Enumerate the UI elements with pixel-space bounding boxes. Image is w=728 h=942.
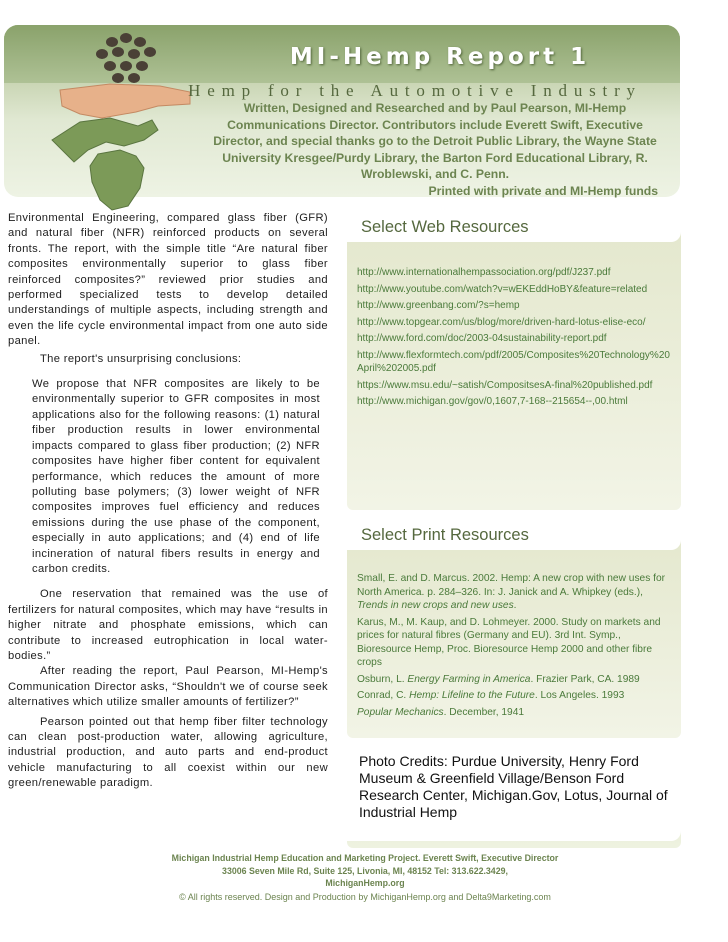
print-resources-title: Select Print Resources	[361, 526, 529, 544]
header-artwork	[40, 22, 200, 212]
web-link[interactable]: http://www.topgear.com/us/blog/more/driven-hard-lotus-elise-eco/	[357, 316, 646, 328]
print-citation	[357, 572, 675, 613]
michigan-map-icon	[52, 118, 158, 210]
hemp-seeds-icon	[96, 33, 156, 83]
credits-text: Written, Designed and Researched and by Paul Pearson, MI-Hemp Communications Director. Contributors include Everett Swift, Executive Director, and special thanks go to the Detroit Public Library, the Wayne State University Kresgee/Purdy Library, the Barton Ford Educational Library, R. Wroblewski, and C. Penn.	[213, 101, 657, 181]
citation-title: Energy Farming in America	[407, 673, 531, 685]
article-body	[8, 211, 328, 792]
citation-text: . Frazier Park, CA. 1989	[530, 673, 640, 685]
print-citation	[357, 706, 675, 720]
web-link[interactable]: http://www.flexformtech.com/pdf/2005/Composites%20Technology%20April%202005.pdf	[357, 349, 670, 374]
web-resources-card	[347, 210, 681, 510]
web-resources-header	[347, 210, 681, 242]
footer-line: Michigan Industrial Hemp Education and Marketing Project. Everett Swift, Executive Director	[171, 853, 559, 863]
hand-icon	[60, 84, 190, 118]
citation-text: Karus, M., M. Kaup, and D. Lohmeyer. 2000. Study on markets and prices for natural fibres (Germany and EU). 3rd Int. Symp., Bioresource Hemp, Proc. Bioresource Hemp 2000 and other fibre crops	[357, 616, 661, 668]
web-link[interactable]: http://www.youtube.com/watch?v=wEKEddHoBY&feature=related	[357, 283, 648, 295]
report-subtitle: Hemp for the Automotive Industry	[188, 81, 642, 100]
print-citation	[357, 616, 675, 670]
print-resources-list	[357, 572, 675, 722]
print-resources-card	[347, 518, 681, 738]
author-credits	[210, 100, 660, 199]
citation-text: Small, E. and D. Marcus. 2002. Hemp: A new crop with new uses for North America. p. 284–326. In: J. Janick and A. Whipkey (eds.),	[357, 573, 666, 598]
footer-line: 33006 Seven Mile Rd, Suite 125, Livonia, MI, 48152 Tel: 313.622.3429,	[222, 865, 508, 876]
web-resources-title: Select Web Resources	[361, 218, 529, 236]
citation-title: Trends in new crops and new uses	[357, 600, 514, 611]
web-link[interactable]: http://www.greenbang.com/?s=hemp	[357, 300, 520, 311]
funding-note: Printed with private and MI-Hemp funds	[428, 183, 658, 198]
report-quote: We propose that NFR composites are likely to be environmentally superior to GFR composites in most applications also for the following reasons: (1) natural fiber production results in lower environmental impacts compared to glass fiber production; (2) NFR composites have higher fiber content for equivalent performance, which reduces the amount of more polluting base polymers; (3) lower weight of NFR composites improves fuel efficiency and reduces emissions during the use phase of the component, especially in auto applications; and (4) end of life incineration of natural fibers results in energy and carbon credits.	[32, 378, 320, 575]
web-link[interactable]: https://www.msu.edu/~satish/CompositsesA-final%20published.pdf	[357, 379, 653, 391]
citation-text: .	[513, 600, 517, 611]
print-citation	[357, 689, 675, 703]
article-paragraph: The report's unsurprising conclusions:	[40, 352, 242, 365]
article-paragraph: Environmental Engineering, compared glass fiber (GFR) and natural fiber (NFR) reinforced products on several fronts. The report, with the simple title “Are natural fiber composites environmentally superior to glass fiber reinforced composites?” reviewed prior studies and performed specialized tests to develop detailed understandings of multiple aspects, including strength and even the life cycle environmental impact from one auto side panel.	[8, 212, 328, 348]
citation-title: Popular Mechanics	[357, 706, 444, 718]
footer-website[interactable]: MichiganHemp.org	[325, 878, 405, 888]
web-link[interactable]: http://www.internationalhempassociation.org/pdf/J237.pdf	[357, 267, 611, 278]
web-links-list	[357, 266, 675, 412]
print-resources-header	[347, 518, 681, 550]
article-paragraph: Pearson pointed out that hemp fiber filter technology can clean post-production water, allowing agriculture, industrial production, and auto parts and end-product vehicle manufacturing to all coexist within our new green/renewable paradigm.	[8, 715, 328, 790]
photo-credits-card	[347, 743, 681, 848]
photo-credits-inner	[347, 743, 681, 841]
print-citation	[357, 673, 675, 687]
web-link[interactable]: http://www.ford.com/doc/2003-04sustainability-report.pdf	[357, 333, 607, 344]
article-paragraph: After reading the report, Paul Pearson, MI-Hemp's Communication Director asks, “Shouldn't we of course seek alternatives which utilize smaller amounts of fertilizer?”	[8, 665, 328, 709]
citation-text: . Los Angeles. 1993	[534, 690, 625, 701]
citation-text: Osburn, L.	[357, 673, 408, 685]
citation-text: Conrad, C.	[357, 690, 410, 701]
citation-text: . December, 1941	[443, 706, 525, 718]
footer-contact	[100, 852, 630, 890]
citation-title: Hemp: Lifeline to the Future	[409, 690, 535, 701]
report-title: MI-Hemp Report 1	[289, 44, 591, 70]
article-paragraph: One reservation that remained was the use of fertilizers for natural composites, which may have “results in higher nitrate and phosphate emissions, which can contribute to increased eutrophication in local water-bodies.”	[8, 588, 328, 662]
web-link[interactable]: http://www.michigan.gov/gov/0,1607,7-168--215654--,00.html	[357, 396, 628, 407]
footer-copyright: © All rights reserved. Design and Production by MichiganHemp.org and Delta9Marketing.com	[179, 892, 551, 902]
photo-credits-text: Photo Credits: Purdue University, Henry Ford Museum & Greenfield Village/Benson Ford Research Center, Michigan.Gov, Lotus, Journal of Industrial Hemp	[359, 753, 668, 820]
